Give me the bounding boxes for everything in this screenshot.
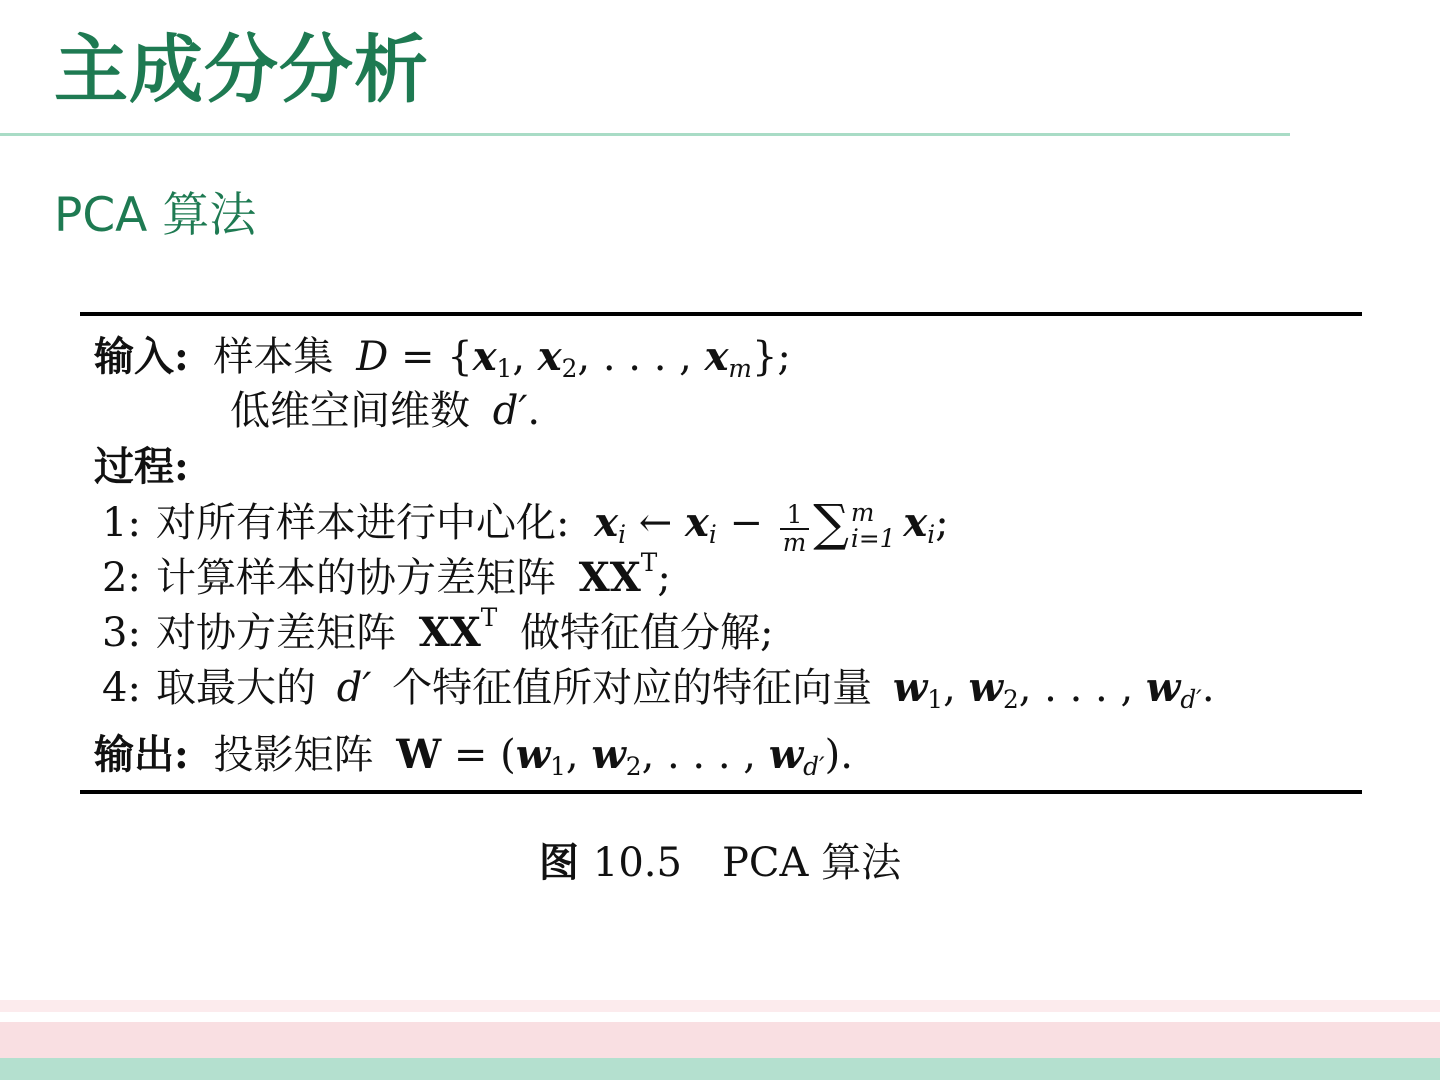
minus: − <box>716 500 776 546</box>
arrow: ← <box>626 500 685 546</box>
footer-band-green <box>0 1058 1440 1080</box>
x-symbol: x <box>903 499 928 546</box>
close-paren: ). <box>824 732 853 778</box>
step-number: 3: <box>102 610 141 656</box>
subscript: d′ <box>1180 684 1202 714</box>
sum-limits <box>851 500 895 552</box>
w-symbol: w <box>768 731 804 778</box>
caption-text: PCA 算法 <box>721 840 902 886</box>
projection-matrix: W <box>396 731 442 778</box>
subscript: i <box>927 519 936 549</box>
d-prime: d′ <box>336 665 372 711</box>
step-number: 1: <box>102 500 141 546</box>
input-line-1 <box>94 330 791 384</box>
output-text: 投影矩阵 <box>213 732 374 778</box>
dataset-var: D <box>356 334 389 380</box>
algorithm-bottom-rule <box>80 790 1362 794</box>
comma: , <box>565 732 592 778</box>
step-1 <box>94 496 949 556</box>
w-symbol: w <box>1145 664 1181 711</box>
subscript: 2 <box>625 751 642 781</box>
title-divider <box>0 133 1290 136</box>
step-4 <box>94 661 1215 715</box>
w-symbol: w <box>515 731 551 778</box>
step-text: 计算样本的协方差矩阵 <box>156 555 556 601</box>
figure-caption <box>0 836 1440 890</box>
footer-band-pink <box>0 1022 1440 1058</box>
step-number: 2: <box>102 555 141 601</box>
w-symbol: w <box>892 664 928 711</box>
output-line <box>94 728 853 782</box>
x-symbol: x <box>704 333 729 380</box>
low-dim-text: 低维空间维数 <box>230 388 470 434</box>
subscript: 1 <box>550 751 566 781</box>
input-line-2 <box>230 384 540 438</box>
subscript: 2 <box>561 353 578 383</box>
slide-title: 主成分分析 <box>54 27 429 113</box>
set-open: = { <box>388 334 473 380</box>
subscript: d′ <box>803 751 825 781</box>
step-3-rest: 做特征值分解; <box>520 610 774 656</box>
algorithm-top-rule <box>80 312 1362 316</box>
step-text: 对协方差矩阵 <box>156 610 396 656</box>
x-symbol: x <box>472 333 497 380</box>
w-symbol: w <box>591 731 626 778</box>
caption-number: 10.5 <box>592 840 682 886</box>
subscript: 1 <box>496 353 513 383</box>
step-2 <box>94 548 671 605</box>
x-symbol: x <box>537 333 562 380</box>
set-close: }; <box>751 334 791 380</box>
process-label: 过程: <box>94 443 189 490</box>
matrix-xx: XX <box>578 554 641 601</box>
fraction-numerator: 1 <box>780 502 810 530</box>
w-symbol: w <box>968 664 1003 711</box>
footer-band-light <box>0 1000 1440 1012</box>
matrix-xx: XX <box>418 609 481 656</box>
slide-subtitle: PCA 算法 <box>54 188 257 243</box>
sum-upper: m <box>850 498 875 528</box>
transpose: T <box>640 548 658 578</box>
subscript: 2 <box>1002 684 1019 714</box>
output-label: 输出: <box>94 731 189 778</box>
semicolon: ; <box>935 500 949 546</box>
x-symbol: x <box>594 499 619 546</box>
d-prime: d′ <box>492 388 528 434</box>
step-number: 4: <box>102 665 141 711</box>
step-4-mid: 个特征值所对应的特征向量 <box>392 665 873 711</box>
subscript: 1 <box>927 684 944 714</box>
step-3 <box>94 603 774 660</box>
period: . <box>527 388 541 434</box>
subscript: i <box>708 519 717 549</box>
ellipsis: , . . . , <box>1018 665 1146 711</box>
comma: , <box>512 334 538 380</box>
equals-paren: = ( <box>441 732 516 778</box>
x-symbol: x <box>684 499 709 546</box>
ellipsis: , . . . , <box>577 334 705 380</box>
semicolon: ; <box>657 555 671 601</box>
subscript: m <box>728 353 752 383</box>
step-text: 对所有样本进行中心化: <box>156 500 570 546</box>
ellipsis: , . . . , <box>641 732 769 778</box>
sum-lower: i=1 <box>850 524 896 554</box>
sum-symbol: ∑ <box>813 494 849 552</box>
input-label: 输入: <box>94 333 189 380</box>
input-sample-set-text: 样本集 <box>213 334 334 380</box>
fraction-denominator: m <box>782 528 807 558</box>
period: . <box>1201 665 1215 711</box>
subscript: i <box>618 519 626 549</box>
fraction <box>780 502 810 556</box>
step-text: 取最大的 <box>156 665 316 711</box>
transpose: T <box>480 603 498 633</box>
caption-label: 图 <box>538 839 579 886</box>
comma: , <box>943 665 969 711</box>
